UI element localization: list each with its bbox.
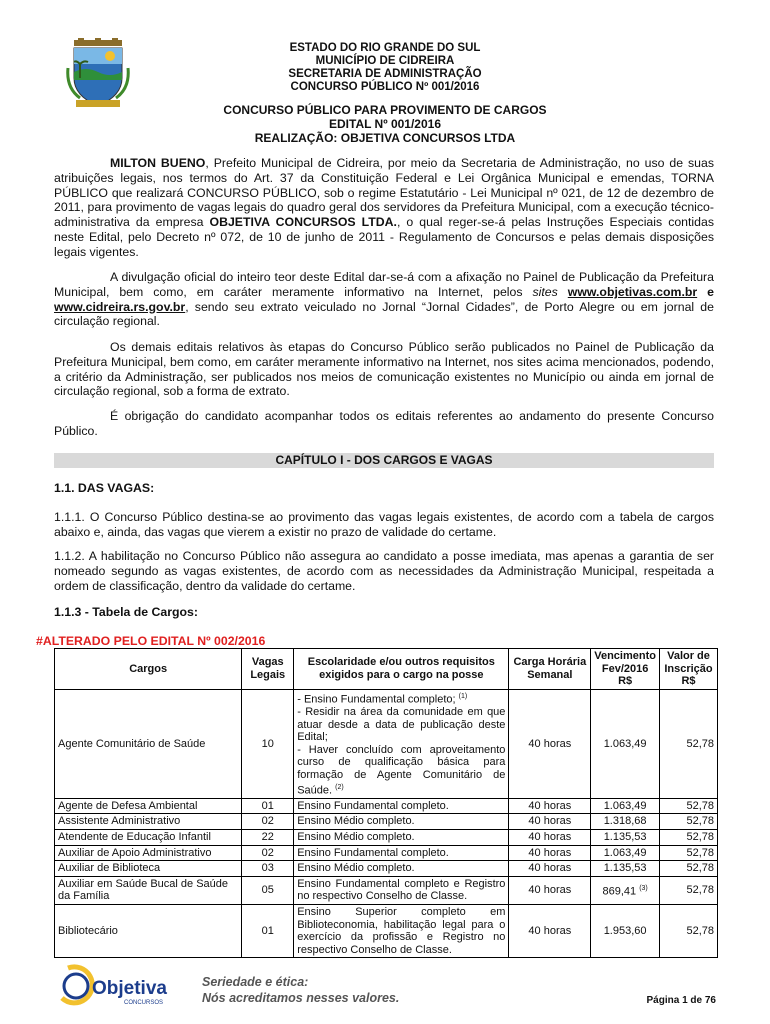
table-row — [55, 689, 718, 798]
table-row — [55, 845, 718, 861]
vencimento-cell: 1.063,49 — [591, 845, 660, 861]
req-a: - Ensino Fundamental completo; — [297, 693, 456, 706]
cargo-cell: Agente de Defesa Ambiental — [55, 798, 242, 814]
inscricao-cell: 52,78 — [659, 845, 717, 861]
link-objetivas[interactable]: www.objetivas.com.br — [567, 284, 698, 299]
intro-text-b: , o qual reger-se-á pelas Instruções Especiais contidas neste Edital, pelo Decreto nº 072, de 10 de junho de 2011 - Regulamento de Concursos e pelas demais disposições legais vigentes. — [54, 215, 714, 259]
vagas-cell: 01 — [242, 905, 294, 958]
p2-and: e — [697, 284, 714, 299]
carga-cell: 40 horas — [509, 876, 591, 904]
col-vencimento: Vencimento Fev/2016 R$ — [591, 649, 660, 690]
vencimento-value: 869,41 — [602, 885, 637, 898]
cargo-cell: Auxiliar em Saúde Bucal de Saúde da Família — [55, 876, 242, 904]
cargo-cell: Bibliotecário — [55, 905, 242, 958]
vencimento-cell: 1.135,53 — [591, 861, 660, 877]
cargo-cell: Auxiliar de Apoio Administrativo — [55, 845, 242, 861]
table-row — [55, 876, 718, 904]
carga-cell: 40 horas — [509, 845, 591, 861]
inscricao-cell: 52,78 — [659, 861, 717, 877]
inscricao-cell: 52,78 — [659, 876, 717, 904]
carga-cell: 40 horas — [509, 689, 591, 798]
req-cell: Ensino Fundamental completo e Registro no respectivo Conselho de Classe. — [294, 876, 509, 904]
intro-paragraph-2 — [54, 270, 714, 329]
vencimento-cell: 1.135,53 — [591, 830, 660, 846]
inscricao-cell: 52,78 — [659, 689, 717, 798]
col-escolaridade: Escolaridade e/ou outros requisitos exigidos para o cargo na posse — [294, 649, 509, 690]
vagas-cell: 03 — [242, 861, 294, 877]
section-vagas: 1.1. DAS VAGAS: — [54, 481, 155, 495]
vagas-cell: 22 — [242, 830, 294, 846]
slogan-line-2: Nós acreditamos nesses valores. — [202, 991, 400, 1005]
paragraph-1-1-2: 1.1.2. A habilitação no Concurso Público não assegura ao candidato a posse imediata, mas apenas a garantia de ser nomeado segundo as vagas existentes, de acordo com as necessidades da Administração Municipal, respeitada a ordem de classificação, dentro da validade do certame. — [54, 549, 714, 593]
slogan-line-1: Seriedade e ética: — [202, 975, 309, 989]
vagas-cell: 02 — [242, 814, 294, 830]
note-3: (3) — [639, 884, 648, 892]
intro-text-a: , Prefeito Municipal de Cidreira, por meio da Secretaria de Administração, no uso de suas atribuições legais, nos termos do Art. 37 da Constituição Federal e Lei Orgânica Municipal e emendas, TORNA PÚBLICO que realizará CONCURSO PÚBLICO, sob o regime Estatutário - Lei Municipal nº 021, de 12 de dezembro de 2011, para provimento de vagas legais do quadro geral dos servidores da Prefeitura Municipal, com a execução técnico-administrativa da empresa — [54, 156, 714, 230]
header-municipality: MUNICÍPIO DE CIDREIRA — [315, 55, 455, 67]
logo-subtext: CONCURSOS — [124, 1000, 164, 1006]
col-carga: Carga Horária Semanal — [509, 649, 591, 690]
req-cell: Ensino Médio completo. — [294, 830, 509, 846]
intro-paragraph-1 — [54, 156, 714, 260]
objetiva-logo-icon — [54, 962, 182, 1010]
doc-realizacao: REALIZAÇÃO: OBJETIVA CONCURSOS LTDA — [254, 131, 516, 145]
p2-sites-word: sites — [532, 284, 558, 299]
note-1: (1) — [458, 692, 468, 700]
req-cell — [294, 689, 509, 798]
table-row — [55, 798, 718, 814]
vagas-cell: 10 — [242, 689, 294, 798]
p2-text-b: , sendo seu extrato veiculado no Jornal “Jornal Cidades”, de Porto Alegre ou em jornal de circulação regional. — [54, 299, 714, 329]
inscricao-cell: 52,78 — [659, 814, 717, 830]
doc-title: CONCURSO PÚBLICO PARA PROVIMENTO DE CARGOS — [223, 103, 547, 117]
cargo-cell: Auxiliar de Biblioteca — [55, 861, 242, 877]
req-c: - Haver concluído com aproveitamento curso de qualificação básica para formação de Agente Comunitário de Saúde. — [297, 743, 506, 797]
cargos-table — [54, 648, 718, 958]
req-cell: Ensino Fundamental completo. — [294, 798, 509, 814]
vencimento-cell: 1.318,68 — [591, 814, 660, 830]
col-cargos: Cargos — [55, 649, 242, 690]
p2-text-a: A divulgação oficial do inteiro teor deste Edital dar-se-á com a afixação no Painel de Publicação da Prefeitura Municipal, bem como, em caráter meramente informativo na Internet, pelos — [54, 270, 714, 299]
vagas-cell: 02 — [242, 845, 294, 861]
vencimento-cell: 1.063,49 — [591, 689, 660, 798]
vagas-cell: 05 — [242, 876, 294, 904]
table-row — [55, 905, 718, 958]
header-contest: CONCURSO PÚBLICO Nº 001/2016 — [290, 81, 480, 93]
intro-paragraph-4: É obrigação do candidato acompanhar todos os editais referentes ao andamento do presente Concurso Público. — [54, 409, 714, 438]
paragraph-1-1-1: 1.1.1. O Concurso Público destina-se ao provimento das vagas legais existentes, de acordo com a tabela de cargos abaixo e, ainda, das vagas que vierem a existir no prazo de validade do certame. — [54, 510, 714, 539]
table-row — [55, 861, 718, 877]
inscricao-cell: 52,78 — [659, 830, 717, 846]
note-2: (2) — [335, 783, 344, 791]
table-row — [55, 814, 718, 830]
section-tabela: 1.1.3 - Tabela de Cargos: — [54, 605, 198, 619]
inscricao-cell: 52,78 — [659, 905, 717, 958]
vencimento-cell: 1.953,60 — [591, 905, 660, 958]
cargo-cell: Assistente Administrativo — [55, 814, 242, 830]
link-cidreira[interactable]: www.cidreira.rs.gov.br — [54, 299, 186, 314]
vencimento-cell — [591, 876, 660, 904]
carga-cell: 40 horas — [509, 905, 591, 958]
req-b: - Residir na área da comunidade em que atuar desde a data de publicação deste Edital; — [297, 706, 506, 744]
altered-note: #ALTERADO PELO EDITAL Nº 002/2016 — [36, 634, 266, 648]
req-cell: Ensino Superior completo em Biblioteconomia, habilitação legal para o exercício da profissão e Registro no respectivo Conselho de Classe. — [294, 905, 509, 958]
intro-paragraph-3: Os demais editais relativos às etapas do Concurso Público serão publicados no Painel de Publicação da Prefeitura Municipal, bem como, em caráter meramente informativo na Internet, nos sites acima mencionados, podendo, a critério da Administração, ser publicados nos meios de comunicação existentes no Município ou ainda em jornal de circulação regional, sob a forma de extrato. — [54, 340, 714, 399]
table-row — [55, 830, 718, 846]
footer-slogan — [202, 974, 399, 1006]
mayor-name: MILTON BUENO — [110, 156, 206, 170]
logo-text: Objetiva — [92, 978, 167, 999]
req-cell: Ensino Fundamental completo. — [294, 845, 509, 861]
vencimento-cell: 1.063,49 — [591, 798, 660, 814]
table-header-row — [55, 649, 718, 690]
company-name: OBJETIVA CONCURSOS LTDA. — [209, 215, 397, 230]
header-state: ESTADO DO RIO GRANDE DO SUL — [289, 42, 481, 54]
cargo-cell: Agente Comunitário de Saúde — [55, 689, 242, 798]
carga-cell: 40 horas — [509, 830, 591, 846]
carga-cell: 40 horas — [509, 798, 591, 814]
vagas-cell: 01 — [242, 798, 294, 814]
carga-cell: 40 horas — [509, 814, 591, 830]
header-secretariat: SECRETARIA DE ADMINISTRAÇÃO — [288, 68, 482, 80]
col-inscricao: Valor de Inscrição R$ — [659, 649, 717, 690]
req-cell: Ensino Médio completo. — [294, 814, 509, 830]
cargo-cell: Atendente de Educação Infantil — [55, 830, 242, 846]
req-cell: Ensino Médio completo. — [294, 861, 509, 877]
page-number: Página 1 de 76 — [646, 995, 716, 1006]
inscricao-cell: 52,78 — [659, 798, 717, 814]
col-vagas: Vagas Legais — [242, 649, 294, 690]
chapter-heading: CAPÍTULO I - DOS CARGOS E VAGAS — [54, 453, 714, 468]
carga-cell: 40 horas — [509, 861, 591, 877]
doc-edital: EDITAL Nº 001/2016 — [329, 117, 441, 131]
